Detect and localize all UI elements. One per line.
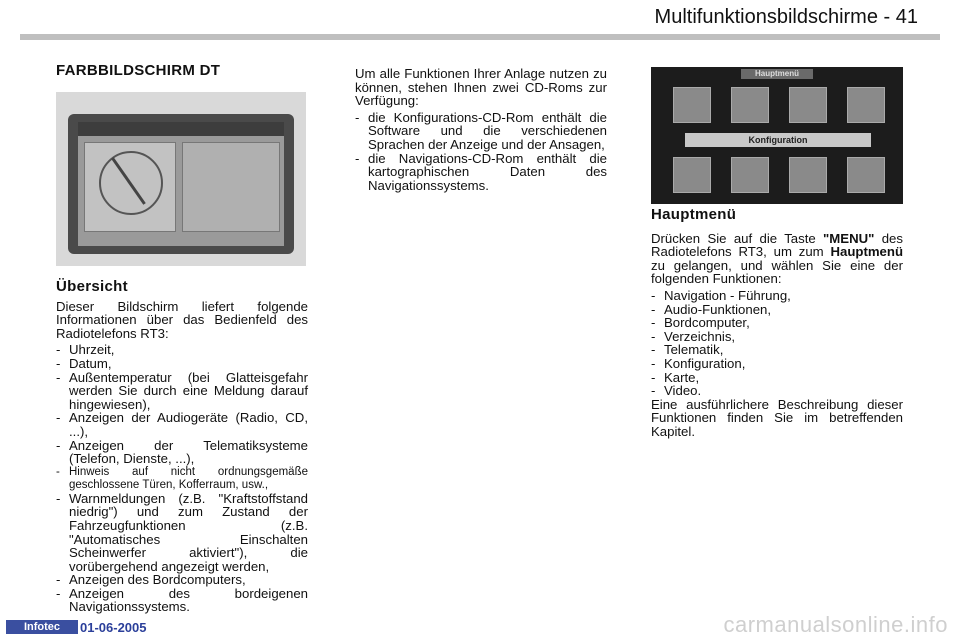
infotec-badge: Infotec (6, 620, 78, 634)
list-item (56, 573, 308, 587)
list-dash: - (355, 150, 360, 166)
configuration-icon (731, 157, 769, 193)
main-menu-screenshot (651, 67, 903, 204)
list-dash: - (56, 490, 61, 506)
list-item (651, 357, 903, 371)
list-dash: - (56, 355, 61, 371)
list-item-text: Bordcomputer, (664, 315, 750, 331)
cdrom-list (355, 111, 607, 193)
menu-selection-bar: Konfiguration (685, 133, 871, 147)
audio-cd-icon (731, 87, 769, 123)
list-dash: - (651, 315, 656, 331)
column-2 (355, 67, 607, 192)
list-item-text: Uhrzeit, (69, 342, 115, 358)
header-title: Multifunktionsbildschirme (654, 6, 878, 28)
list-item (651, 330, 903, 344)
list-item (56, 343, 308, 357)
list-dash: - (56, 465, 60, 478)
watermark: carmanualsonline.info (723, 612, 948, 637)
print-date: 01-06-2005 (80, 620, 147, 635)
main-menu-heading: Hauptmenü (651, 206, 737, 223)
menu-title: Hauptmenü (741, 69, 813, 79)
list-item (651, 289, 903, 303)
list-item-text: Karte, (664, 369, 700, 385)
menu-key: "MENU" (823, 230, 875, 246)
list-dash: - (651, 328, 656, 344)
list-item-text: Anzeigen des bordeigenen Navigationssystems. (69, 585, 308, 615)
cdrom-intro: Um alle Funktionen Ihrer Anlage nutzen zu können, stehen Ihnen zwei CD-Roms zur Verfügung: (355, 66, 607, 109)
list-item-text: Telematik, (664, 342, 724, 358)
video-icon (847, 157, 885, 193)
list-item (355, 152, 607, 193)
display-screen (78, 122, 284, 246)
list-item-text: Hinweis auf nicht ordnungsgemäße geschlossene Türen, Kofferraum, usw., (69, 465, 308, 491)
list-item (56, 492, 308, 574)
display-photo (56, 92, 306, 266)
intro-part-c: zu gelangen, und wählen Sie eine der folgenden Funktionen: (651, 244, 907, 287)
list-dash: - (56, 342, 61, 358)
list-dash: - (651, 301, 656, 317)
list-item-text: Anzeigen des Bordcomputers, (69, 572, 246, 588)
intro-part-b: des Radiotelefons RT3, um zum (651, 230, 907, 260)
list-item (56, 371, 308, 412)
laptop-icon (789, 87, 827, 123)
list-item-text: Datum, (69, 355, 112, 371)
list-dash: - (56, 369, 61, 385)
status-bar (78, 122, 284, 136)
list-item (651, 384, 903, 398)
list-dash: - (56, 410, 61, 426)
list-item (355, 111, 607, 152)
map-icon (789, 157, 827, 193)
compass-panel (84, 142, 176, 232)
list-item (56, 411, 308, 438)
list-item-text: Video. (664, 383, 702, 399)
list-item (56, 439, 308, 466)
list-item-text: Audio-Funktionen, (664, 301, 772, 317)
list-item-text: Konfiguration, (664, 355, 746, 371)
list-dash: - (651, 287, 656, 303)
header-separator: - (877, 6, 896, 28)
list-item (651, 316, 903, 330)
list-item (56, 357, 308, 371)
column-3 (651, 206, 907, 439)
column-1 (56, 64, 308, 78)
list-item-text: Verzeichnis, (664, 328, 736, 344)
header-rule (20, 34, 940, 40)
section-heading: FARBBILDSCHIRM DT (56, 62, 221, 79)
overview-intro: Dieser Bildschirm liefert folgende Informationen über das Bedienfeld des Radiotelefons RT3: (56, 298, 308, 341)
list-item (651, 343, 903, 357)
directory-icon (847, 87, 885, 123)
list-item-text: Warnmeldungen (z.B. "Kraftstoffstand niedrig") und zum Zustand der Fahrzeugfunktionen (z.B. "Automatisches Einschalten Scheinwerfer aktiviert"), die vorübergehend angezeigt werden, (69, 490, 308, 574)
list-dash: - (56, 437, 61, 453)
overview-heading: Übersicht (56, 278, 128, 295)
page-number: 41 (895, 6, 918, 28)
list-item-text: die Konfigurations-CD-Rom enthält die Software und die verschiedenen Sprachen der Anzeige und der Ansagen, (368, 109, 607, 152)
overview-list (56, 343, 308, 614)
radio-panel (182, 142, 280, 232)
main-menu-list (651, 289, 903, 398)
list-dash: - (651, 383, 656, 399)
list-item-text: Außentemperatur (bei Glatteisgefahr werden Sie durch eine Meldung darauf hingewiesen), (69, 369, 308, 412)
list-dash: - (56, 572, 61, 588)
main-menu-intro (651, 230, 907, 287)
main-menu-term: Hauptmenü (830, 244, 903, 260)
intro-part-a: Drücken Sie auf die Taste (651, 230, 824, 246)
list-dash: - (651, 369, 656, 385)
list-item (651, 303, 903, 317)
list-dash: - (651, 355, 656, 371)
list-item (651, 371, 903, 385)
list-item-text: Anzeigen der Audiogeräte (Radio, CD, ...), (69, 410, 308, 439)
list-item (56, 466, 308, 492)
list-dash: - (651, 342, 656, 358)
overview-section (56, 280, 308, 614)
navigation-icon (673, 87, 711, 123)
telematics-icon (673, 157, 711, 193)
list-dash: - (355, 109, 360, 125)
list-item (56, 587, 308, 614)
list-item-text: Navigation - Führung, (664, 287, 791, 303)
list-item-text: Anzeigen der Telematiksysteme (Telefon, Dienste, ...), (69, 437, 308, 467)
page-header (655, 6, 918, 29)
list-dash: - (56, 585, 61, 601)
main-menu-outro: Eine ausführlichere Beschreibung dieser Funktionen finden Sie im betreffenden Kapitel. (651, 396, 903, 439)
list-item-text: die Navigations-CD-Rom enthält die kartographischen Daten des Navigationssystems. (368, 150, 607, 193)
